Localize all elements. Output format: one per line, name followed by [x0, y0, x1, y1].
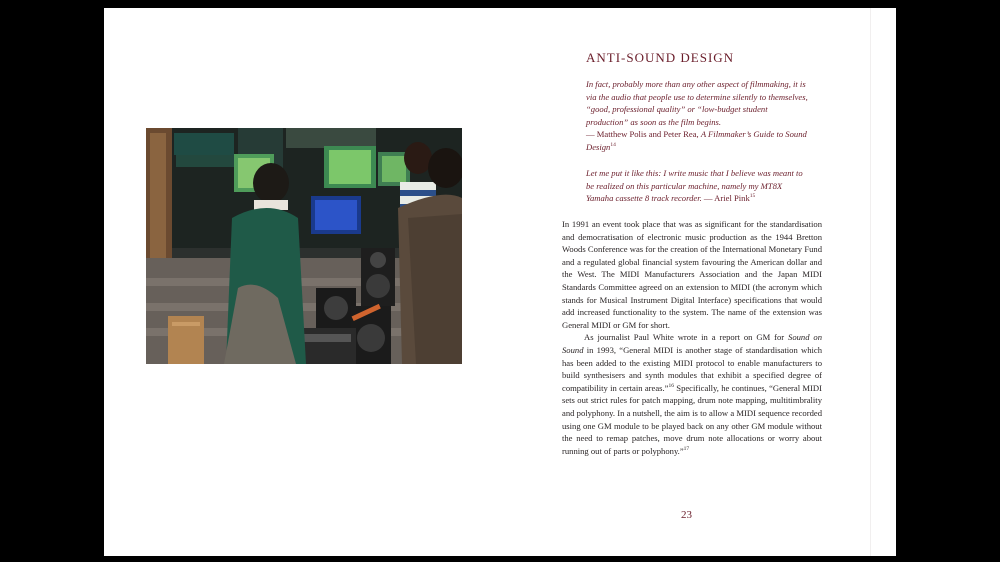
footnote-ref-17: 17 — [683, 445, 690, 452]
page-number: 23 — [681, 509, 692, 521]
quote-1-text: In fact, probably more than any other aspect of filmmaking, it is via the audio that people use to determine silently to themselves, “good, professional quality” or “low-budget student production” as soon as the film begins. — [586, 79, 808, 127]
epigraph-quote-2 — [586, 167, 811, 205]
film-still-image — [146, 128, 462, 364]
film-still-photo — [146, 128, 462, 364]
quote-1-attribution: — Matthew Polis and Peter Rea, — [586, 129, 701, 140]
paragraph-2 — [562, 331, 822, 457]
paragraph-1: In 1991 an event took place that was as significant for the standardisation and democratisation of electronic music production as the 1944 Bretton Woods Conference was for the creation of the International Monetary Fund and a regulated global financial system favouring the American dollar and the West. The MIDI Manufacturers Association and the Japan MIDI Standards Committee agreed on an extension to MIDI (the acronym which stands for Musical Instrument Digital Interface) specifications that would add increased functionality to the system. The name of the extension was General MIDI or GM for short. — [562, 219, 822, 330]
quote-2-attribution: — Ariel Pink — [701, 193, 750, 204]
quote-1-book-title: A Filmmaker’s Guide to Sound Design — [586, 129, 807, 152]
section-heading: ANTI-SOUND DESIGN — [586, 50, 735, 65]
magazine-title: Sound on Sound — [562, 332, 823, 355]
paragraph-2-start: As journalist Paul White wrote in a report on GM for — [584, 332, 789, 343]
paragraph-2-continued: Specifically, he continues, “General MIDI sets out strict rules for patch mapping, drum note mapping, multitimbrality and polyphony. In a nutshell, the aim is to allow a MIDI sequence recorded using one GM module to be played back on any other GM module without the need to remap patches, move drum note allocations or worry about running out of parts or polyphony.” — [562, 382, 822, 456]
footnote-ref-14: 14 — [610, 142, 616, 149]
paragraph-2-quote: in 1993, “General MIDI is another stage of standardisation which has been added to the existing MIDI protocol to enable manufacturers to build synthesisers and synth modules that exhibit a specified degree of compatibility in certain areas.” — [562, 344, 822, 393]
epigraph-quote-1 — [586, 78, 811, 154]
body-text — [562, 218, 822, 457]
quote-2-text: Let me put it like this: I write music that I believe was meant to be realized on this particular machine, namely my MT8X Yamaha cassette 8 track recorder. — [586, 168, 803, 204]
footnote-ref-15: 15 — [749, 193, 756, 200]
page-edge — [870, 8, 871, 556]
footnote-ref-16: 16 — [668, 382, 674, 389]
